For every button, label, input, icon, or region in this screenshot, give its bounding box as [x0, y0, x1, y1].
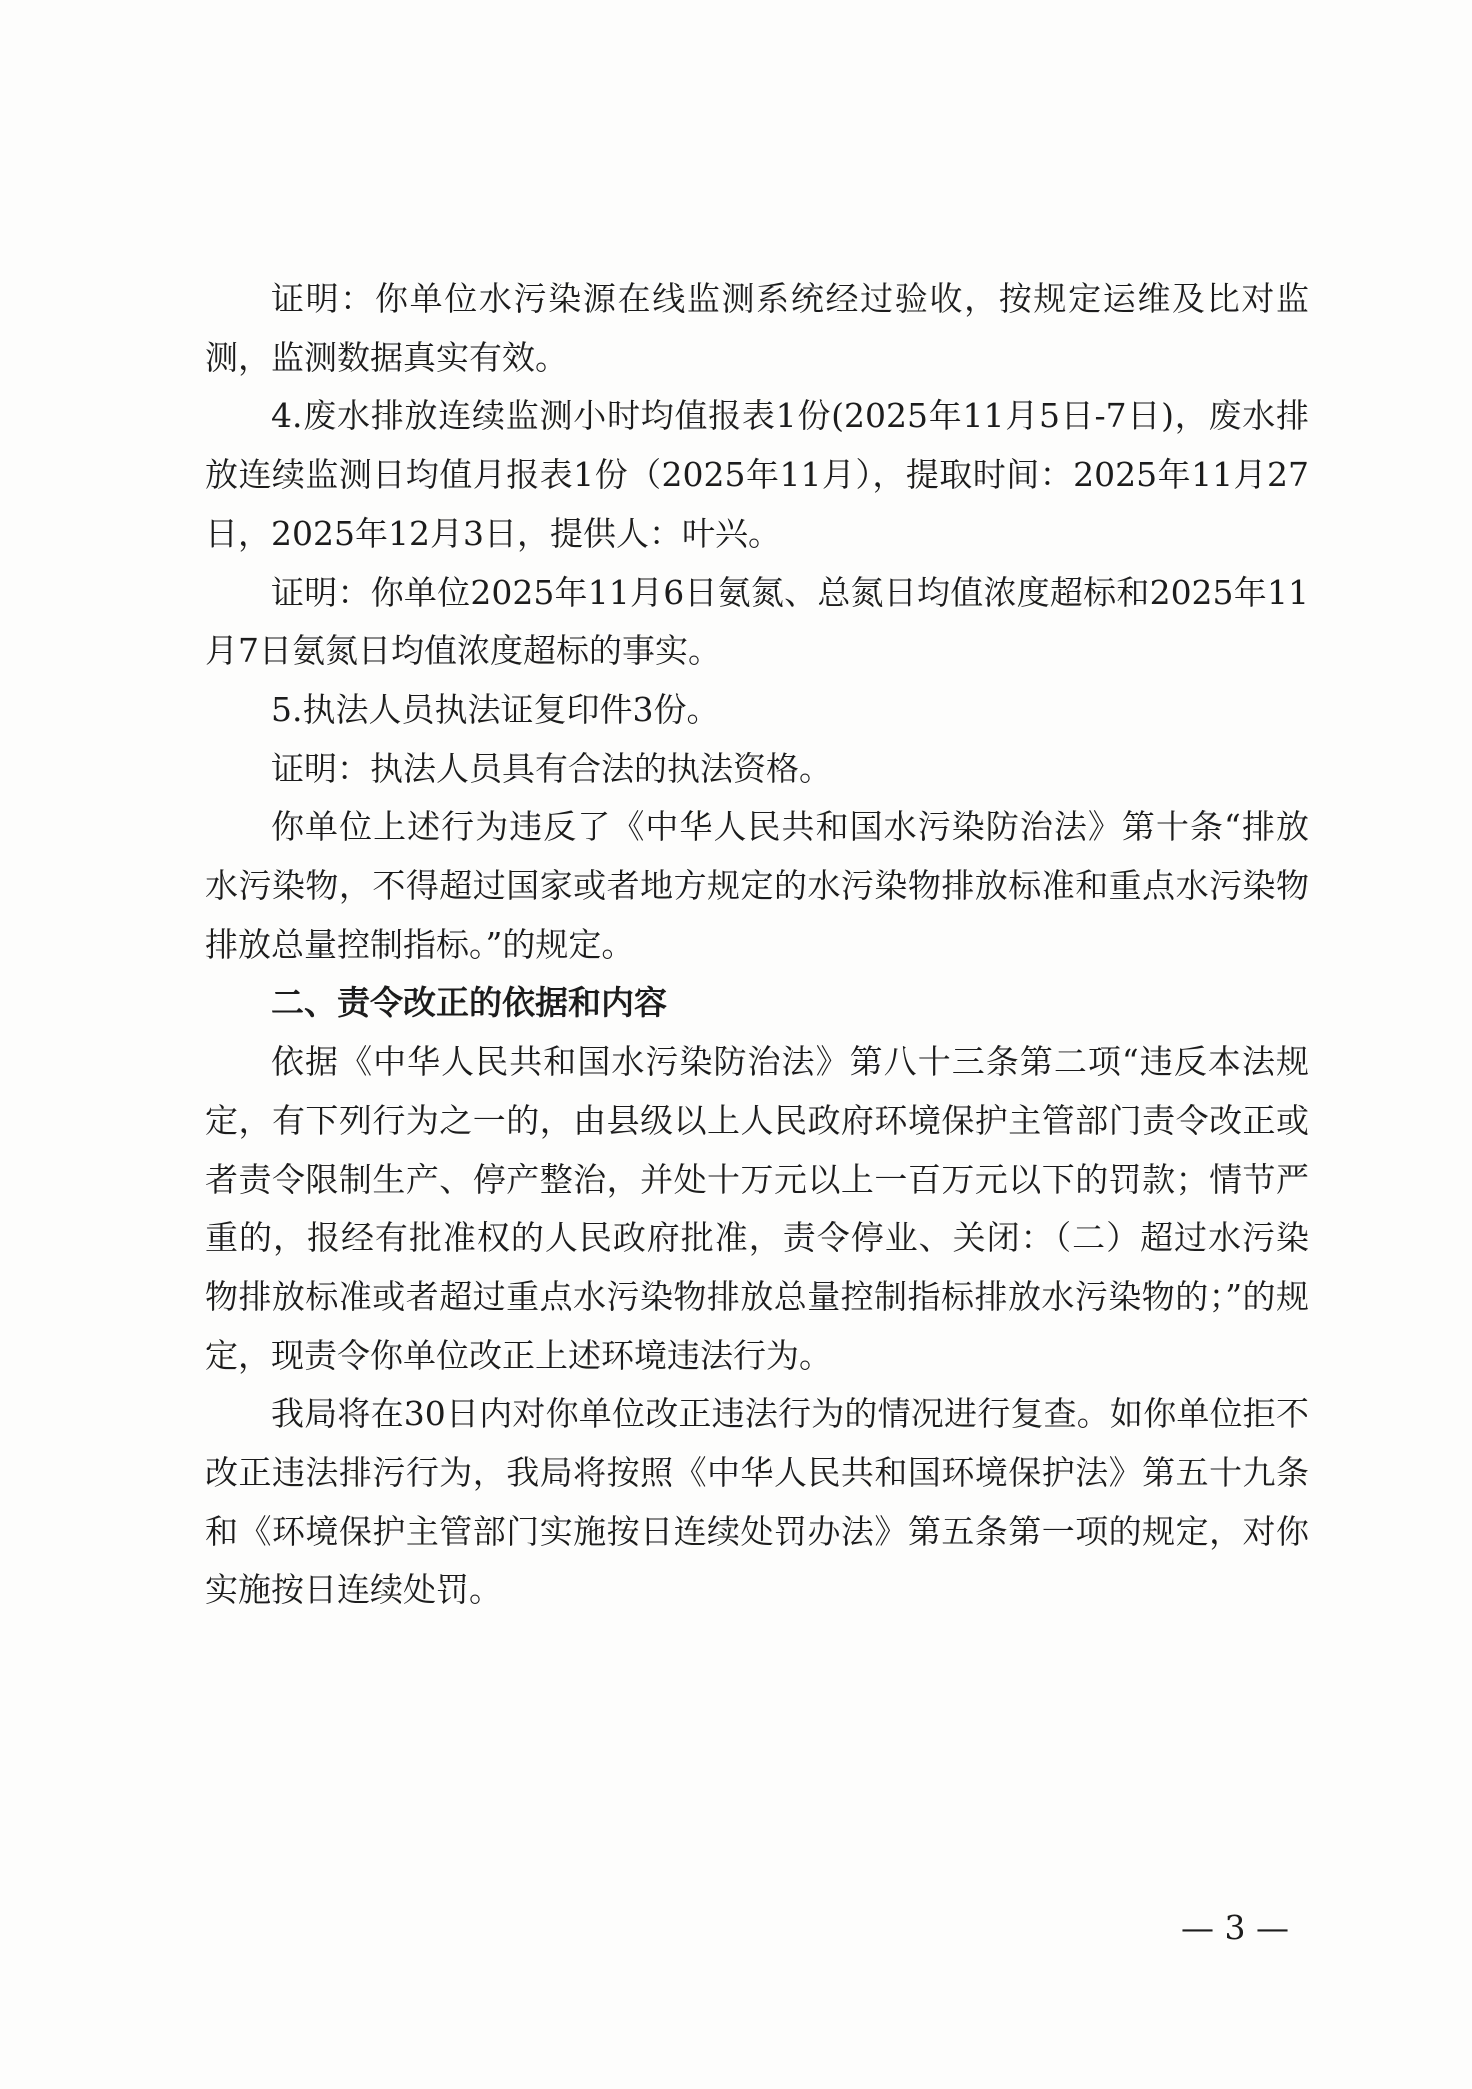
legal-basis-paragraph: 依据《中华人民共和国水污染防治法》第八十三条第二项“违反本法规定，有下列行为之一的，由县级以上人民政府环境保护主管部门责令改正或者责令限制生产、停产整治，并处十万元以上一百万元以下的罚款；情节严重的，报经有批准权的人民政府批准，责令停业、关闭：（二）超过水污染物排放标准或者超过重点水污染物排放总量控制指标排放水污染物的；”的规定，现责令你单位改正上述环境违法行为。 [205, 1042, 1309, 1375]
evidence-4-proof: 证明：你单位2025年11月6日氨氮、总氮日均值浓度超标和2025年11月7日氨氮日均值浓度超标的事实。 [205, 572, 1309, 671]
section-heading: 二、责令改正的依据和内容 [271, 983, 667, 1023]
evidence-item-4: 4.废水排放连续监测小时均值报表1份(2025年11月5日-7日)，废水排放连续监测日均值月报表1份（2025年11月），提取时间：2025年11月27日，2025年12月3日，提供人：叶兴。 [205, 396, 1309, 553]
evidence-3-proof: 证明：你单位水污染源在线监测系统经过验收，按规定运维及比对监测，监测数据真实有效。 [205, 279, 1309, 377]
document-body [205, 270, 1309, 1620]
evidence-item-5: 5.执法人员执法证复印件3份。 [271, 689, 720, 729]
violation-statement: 你单位上述行为违反了《中华人民共和国水污染防治法》第十条“排放水污染物，不得超过国家或者地方规定的水污染物排放标准和重点水污染物排放总量控制指标。”的规定。 [205, 807, 1309, 964]
review-notice-paragraph: 我局将在30日内对你单位改正违法行为的情况进行复查。如你单位拒不改正违法排污行为，我局将按照《中华人民共和国环境保护法》第五十九条和《环境保护主管部门实施按日连续处罚办法》第五条第一项的规定，对你实施按日连续处罚。 [205, 1394, 1309, 1610]
evidence-5-proof: 证明：执法人员具有合法的执法资格。 [271, 748, 832, 788]
page-number: — 3 — [1181, 1908, 1289, 1947]
